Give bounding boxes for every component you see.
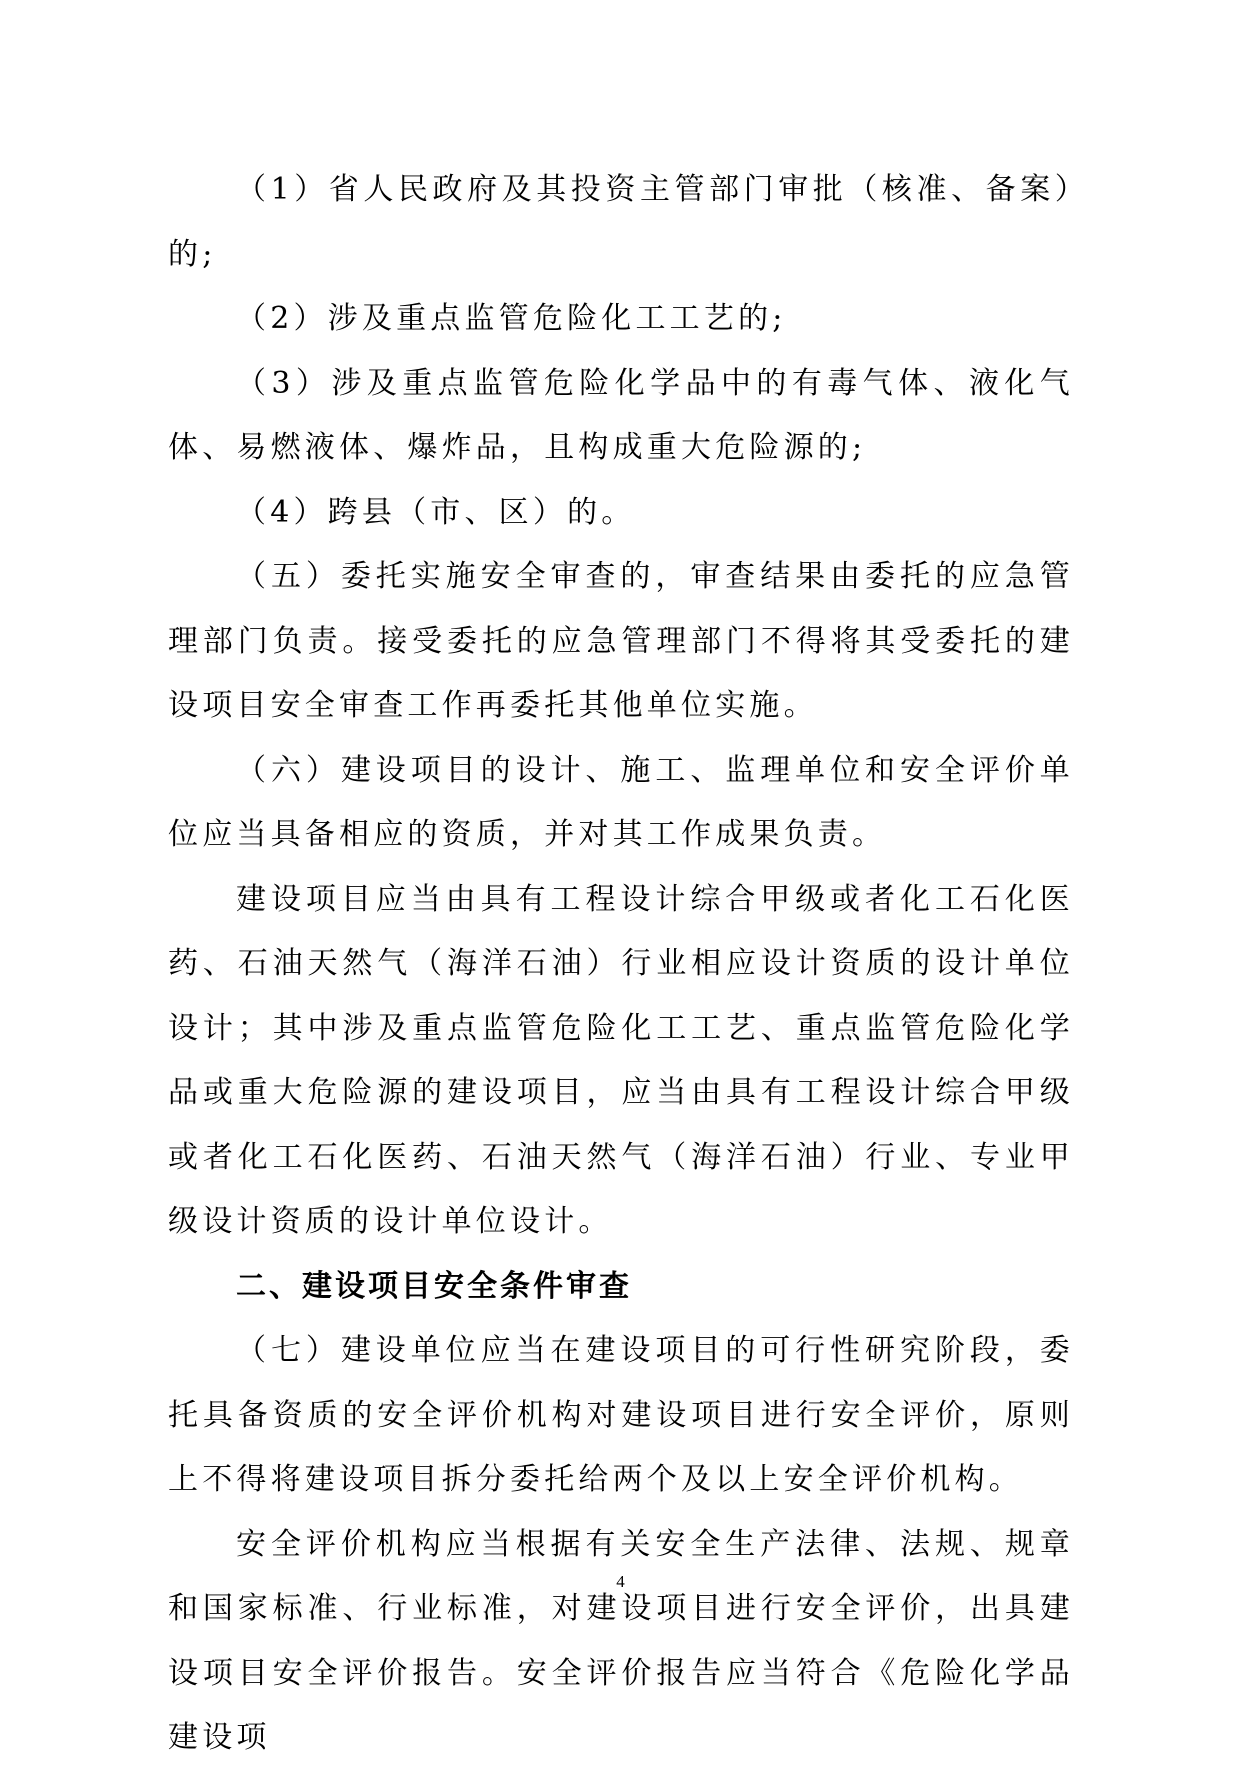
document-body <box>168 158 1074 1771</box>
safety-evaluation-paragraph: 安全评价机构应当根据有关安全生产法律、法规、规章和国家标准、行业标准，对建设项目进行安全评价，出具建设项目安全评价报告。安全评价报告应当符合《危险化学品建设项 <box>168 1526 1074 1755</box>
clause-5-paragraph: （五）委托实施安全审查的，审查结果由委托的应急管理部门负责。接受委托的应急管理部门不得将其受委托的建设项目安全审查工作再委托其他单位实施。 <box>168 559 1074 723</box>
section-heading: 二、建设项目安全条件审查 <box>236 1268 632 1304</box>
list-item-3: （3）涉及重点监管危险化学品中的有毒气体、液化气体、易燃液体、爆炸品，且构成重大危险源的; <box>168 365 1074 465</box>
clause-7-paragraph: （七）建设单位应当在建设项目的可行性研究阶段，委托具备资质的安全评价机构对建设项目进行安全评价，原则上不得将建设项目拆分委托给两个及以上安全评价机构。 <box>168 1333 1074 1497</box>
list-item-1: （1）省人民政府及其投资主管部门审批（核准、备案）的; <box>168 172 1074 272</box>
page-number: 4 <box>616 1572 625 1591</box>
clause-6-paragraph: （六）建设项目的设计、施工、监理单位和安全评价单位应当具备相应的资质，并对其工作成果负责。 <box>168 752 1074 852</box>
list-item-2: （2）涉及重点监管危险化工工艺的; <box>236 301 787 336</box>
design-qualification-paragraph: 建设项目应当由具有工程设计综合甲级或者化工石化医药、石油天然气（海洋石油）行业相应设计资质的设计单位设计；其中涉及重点监管危险化工工艺、重点监管危险化学品或重大危险源的建设项目，应当由具有工程设计综合甲级或者化工石化医药、石油天然气（海洋石油）行业、专业甲级设计资质的设计单位设计。 <box>168 881 1074 1239</box>
list-item-4: （4）跨县（市、区）的。 <box>236 494 636 530</box>
